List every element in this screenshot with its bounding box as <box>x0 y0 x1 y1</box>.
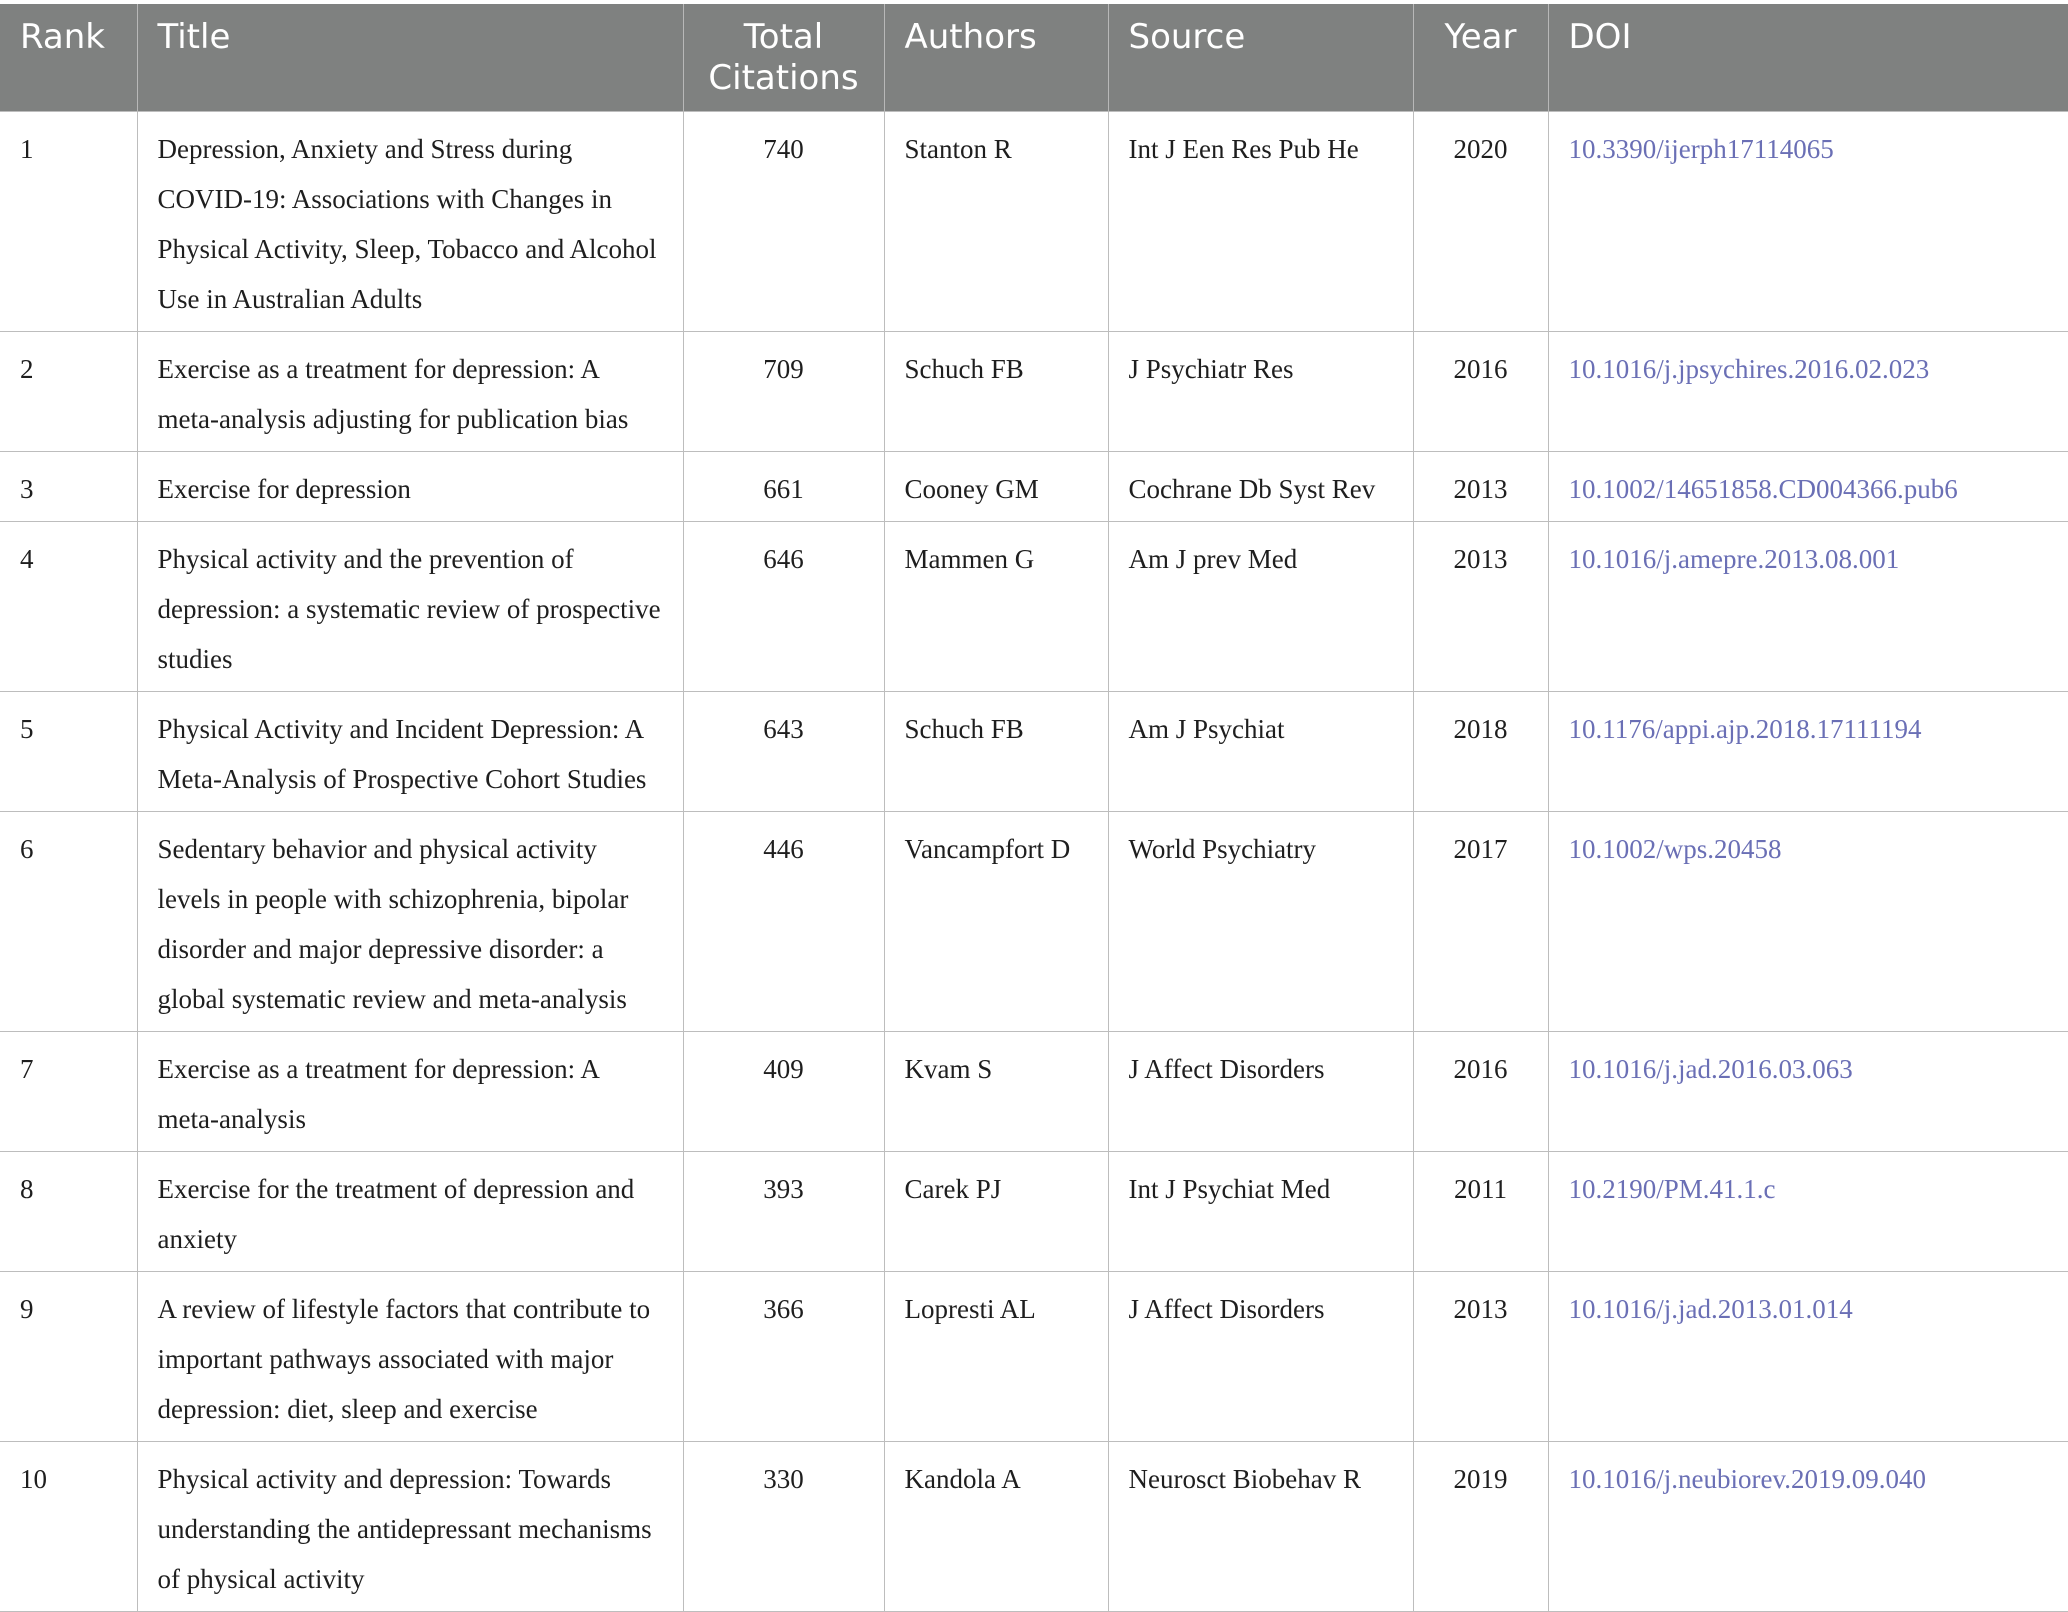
table-row <box>0 1272 2068 1442</box>
authors-cell: Schuch FB <box>884 692 1108 812</box>
year-cell: 2013 <box>1413 452 1548 522</box>
citations-cell: 661 <box>683 452 884 522</box>
rank-cell: 3 <box>0 452 137 522</box>
table-row <box>0 332 2068 452</box>
title-cell: A review of lifestyle factors that contribute to important pathways associated with major depression: diet, sleep and exercise <box>137 1272 683 1442</box>
table-body <box>0 112 2068 1612</box>
citations-cell: 740 <box>683 112 884 332</box>
table-row <box>0 522 2068 692</box>
citations-cell: 330 <box>683 1442 884 1612</box>
source-cell: J Affect Disorders <box>1108 1272 1413 1442</box>
source-cell: Neurosct Biobehav R <box>1108 1442 1413 1612</box>
header-row <box>0 4 2068 112</box>
source-cell: Int J Een Res Pub He <box>1108 112 1413 332</box>
rank-cell: 8 <box>0 1152 137 1272</box>
table-row <box>0 1152 2068 1272</box>
authors-cell: Mammen G <box>884 522 1108 692</box>
header-doi: DOI <box>1548 4 2068 112</box>
rank-cell: 6 <box>0 812 137 1032</box>
year-cell: 2018 <box>1413 692 1548 812</box>
authors-cell: Carek PJ <box>884 1152 1108 1272</box>
title-cell: Exercise for the treatment of depression and anxiety <box>137 1152 683 1272</box>
doi-link[interactable]: 10.1016/j.amepre.2013.08.001 <box>1548 522 2068 692</box>
doi-link[interactable]: 10.2190/PM.41.1.c <box>1548 1152 2068 1272</box>
table-row <box>0 692 2068 812</box>
rank-cell: 10 <box>0 1442 137 1612</box>
rank-cell: 1 <box>0 112 137 332</box>
rank-cell: 9 <box>0 1272 137 1442</box>
authors-cell: Kvam S <box>884 1032 1108 1152</box>
doi-link[interactable]: 10.1016/j.neubiorev.2019.09.040 <box>1548 1442 2068 1612</box>
header-source: Source <box>1108 4 1413 112</box>
citation-table <box>0 4 2068 1612</box>
year-cell: 2019 <box>1413 1442 1548 1612</box>
header-total-citations: Total Citations <box>683 4 884 112</box>
source-cell: Am J prev Med <box>1108 522 1413 692</box>
year-cell: 2017 <box>1413 812 1548 1032</box>
title-cell: Physical activity and the prevention of depression: a systematic review of prospective studies <box>137 522 683 692</box>
citations-cell: 393 <box>683 1152 884 1272</box>
source-cell: J Psychiatr Res <box>1108 332 1413 452</box>
doi-link[interactable]: 10.1016/j.jpsychires.2016.02.023 <box>1548 332 2068 452</box>
table-row <box>0 812 2068 1032</box>
title-cell: Sedentary behavior and physical activity levels in people with schizophrenia, bipolar disorder and major depressive disorder: a global systematic review and meta-analysis <box>137 812 683 1032</box>
title-cell: Depression, Anxiety and Stress during COVID-19: Associations with Changes in Physical Activity, Sleep, Tobacco and Alcohol Use in Australian Adults <box>137 112 683 332</box>
table-row <box>0 452 2068 522</box>
citations-cell: 409 <box>683 1032 884 1152</box>
header-year: Year <box>1413 4 1548 112</box>
rank-cell: 5 <box>0 692 137 812</box>
source-cell: Int J Psychiat Med <box>1108 1152 1413 1272</box>
title-cell: Physical Activity and Incident Depression: A Meta-Analysis of Prospective Cohort Studies <box>137 692 683 812</box>
doi-link[interactable]: 10.1176/appi.ajp.2018.17111194 <box>1548 692 2068 812</box>
doi-link[interactable]: 10.3390/ijerph17114065 <box>1548 112 2068 332</box>
year-cell: 2020 <box>1413 112 1548 332</box>
rank-cell: 4 <box>0 522 137 692</box>
header-rank: Rank <box>0 4 137 112</box>
authors-cell: Schuch FB <box>884 332 1108 452</box>
doi-link[interactable]: 10.1016/j.jad.2016.03.063 <box>1548 1032 2068 1152</box>
citations-cell: 446 <box>683 812 884 1032</box>
year-cell: 2013 <box>1413 1272 1548 1442</box>
title-cell: Exercise as a treatment for depression: A meta-analysis adjusting for publication bias <box>137 332 683 452</box>
citations-cell: 643 <box>683 692 884 812</box>
year-cell: 2013 <box>1413 522 1548 692</box>
title-cell: Exercise as a treatment for depression: A meta-analysis <box>137 1032 683 1152</box>
doi-link[interactable]: 10.1002/14651858.CD004366.pub6 <box>1548 452 2068 522</box>
citations-cell: 646 <box>683 522 884 692</box>
source-cell: Am J Psychiat <box>1108 692 1413 812</box>
source-cell: Cochrane Db Syst Rev <box>1108 452 1413 522</box>
source-cell: World Psychiatry <box>1108 812 1413 1032</box>
year-cell: 2016 <box>1413 1032 1548 1152</box>
doi-link[interactable]: 10.1002/wps.20458 <box>1548 812 2068 1032</box>
year-cell: 2016 <box>1413 332 1548 452</box>
source-cell: J Affect Disorders <box>1108 1032 1413 1152</box>
rank-cell: 7 <box>0 1032 137 1152</box>
authors-cell: Stanton R <box>884 112 1108 332</box>
title-cell: Exercise for depression <box>137 452 683 522</box>
title-cell: Physical activity and depression: Towards understanding the antidepressant mechanisms of physical activity <box>137 1442 683 1612</box>
citations-cell: 366 <box>683 1272 884 1442</box>
header-authors: Authors <box>884 4 1108 112</box>
authors-cell: Vancampfort D <box>884 812 1108 1032</box>
header-title: Title <box>137 4 683 112</box>
table-row <box>0 1032 2068 1152</box>
authors-cell: Kandola A <box>884 1442 1108 1612</box>
year-cell: 2011 <box>1413 1152 1548 1272</box>
authors-cell: Cooney GM <box>884 452 1108 522</box>
table-row <box>0 1442 2068 1612</box>
doi-link[interactable]: 10.1016/j.jad.2013.01.014 <box>1548 1272 2068 1442</box>
rank-cell: 2 <box>0 332 137 452</box>
citations-cell: 709 <box>683 332 884 452</box>
authors-cell: Lopresti AL <box>884 1272 1108 1442</box>
table-row <box>0 112 2068 332</box>
